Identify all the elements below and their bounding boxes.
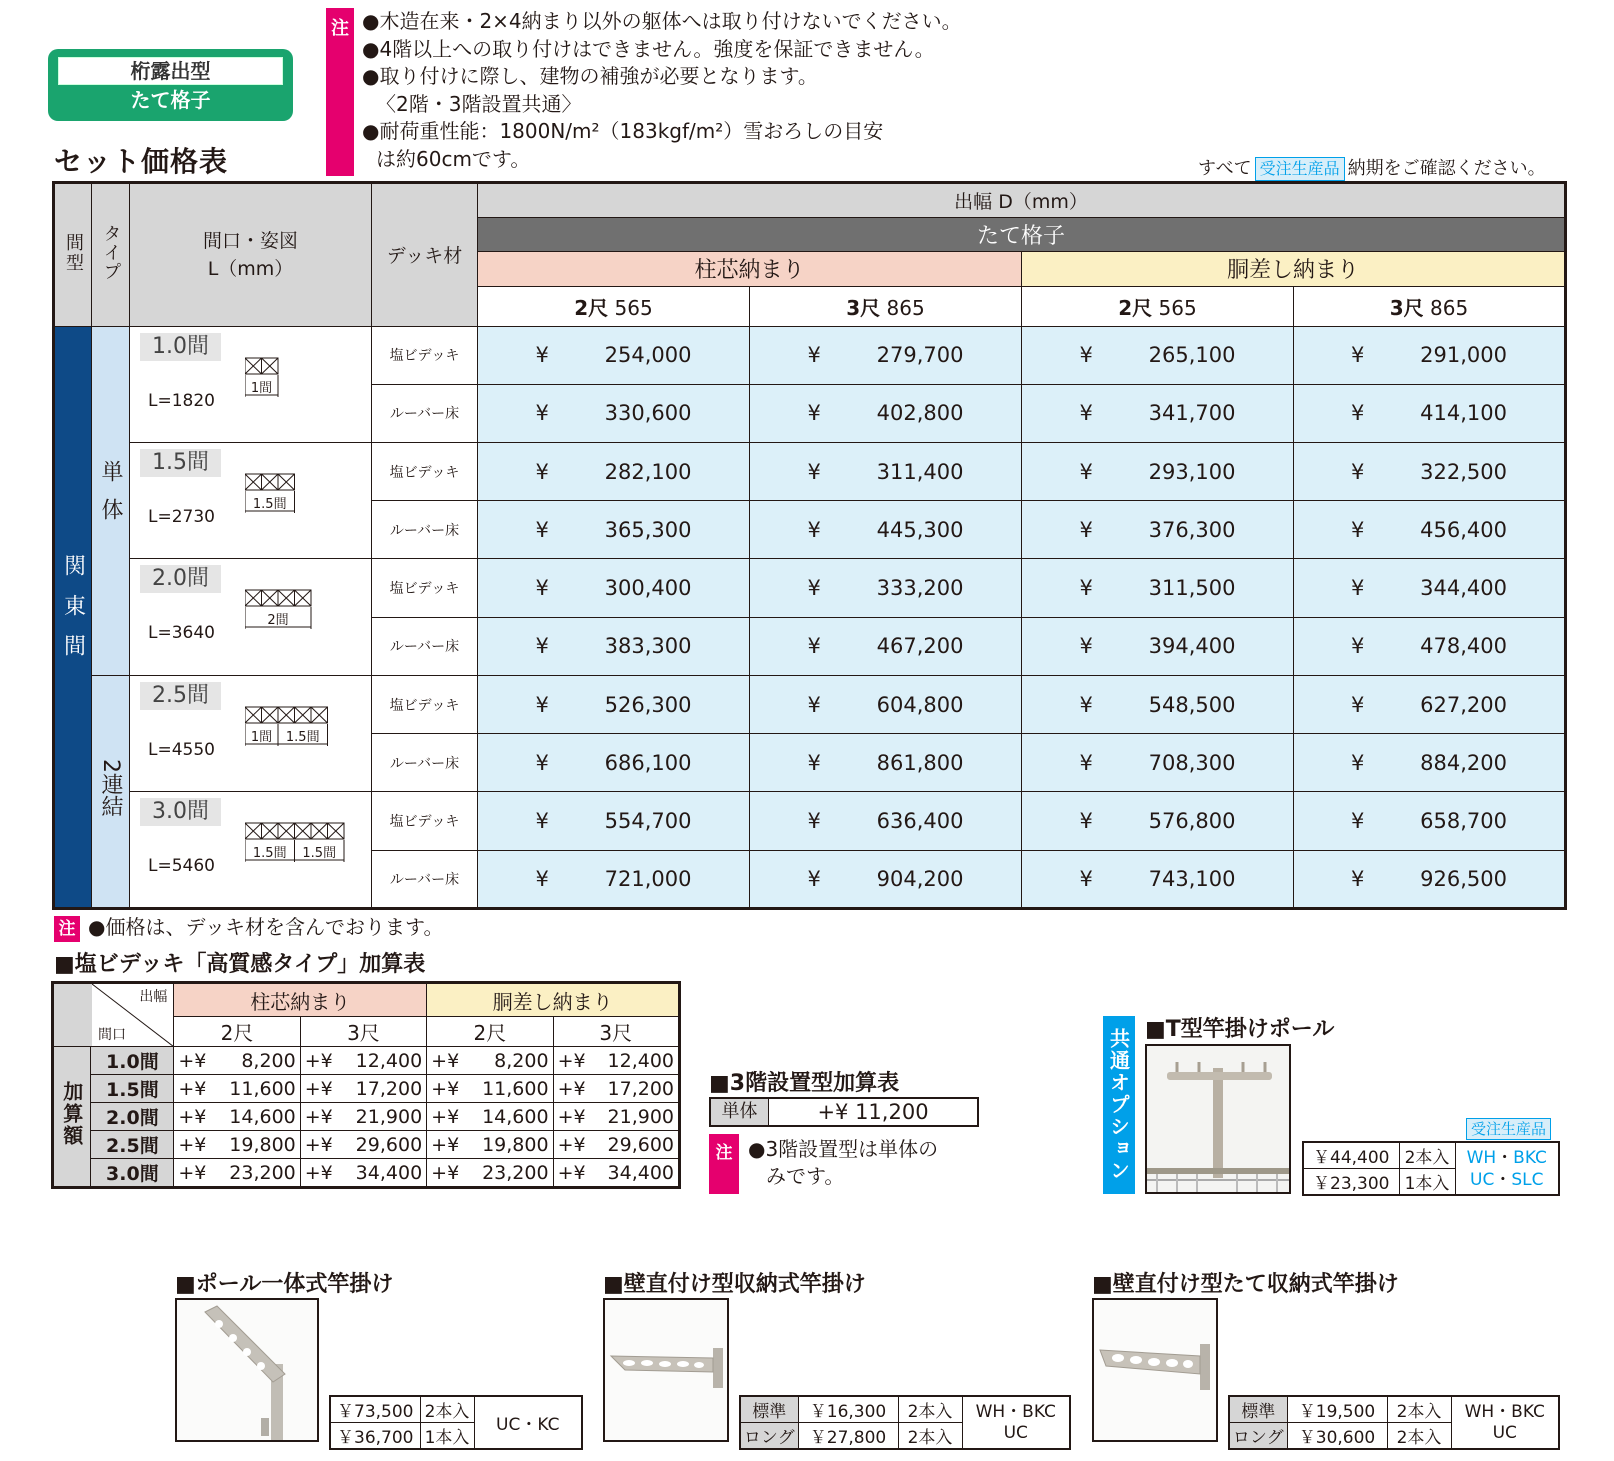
add-size: 3.0間 xyxy=(91,1159,174,1188)
price-cell: ¥ 445,300 xyxy=(750,501,1022,559)
layout-diagram xyxy=(245,706,330,750)
deck-material: ルーバー床 xyxy=(372,501,478,559)
price-cell: ¥ 311,400 xyxy=(750,443,1022,501)
price-cell: ¥ 627,200 xyxy=(1294,675,1566,733)
header-type: 間型 xyxy=(54,183,92,327)
add-value: +¥ 19,800 xyxy=(427,1131,553,1159)
deck-material: ルーバー床 xyxy=(372,850,478,908)
note-line: ●4階以上への取り付けはできません。強度を保証できません。 xyxy=(362,36,935,61)
add-value: +¥ 17,200 xyxy=(553,1075,679,1103)
header-depth: 出幅 D（mm） xyxy=(478,183,1566,218)
layout-diagram xyxy=(245,473,297,517)
price-cell: ¥ 861,800 xyxy=(750,734,1022,792)
add-value: +¥ 21,900 xyxy=(300,1103,426,1131)
notes-block xyxy=(362,8,962,173)
floor3-note-line: ●3階設置型は単体の xyxy=(748,1137,939,1161)
price-cell: ¥ 265,100 xyxy=(1022,326,1294,384)
color-options: UC・KC xyxy=(474,1396,582,1449)
wall-hanger-spec xyxy=(739,1395,1071,1450)
deck-material: 塩ビデッキ xyxy=(372,792,478,850)
spec-label: 標準 xyxy=(740,1396,798,1423)
deck-material: 塩ビデッキ xyxy=(372,443,478,501)
size-cell xyxy=(130,443,372,559)
price-cell: ¥ 394,400 xyxy=(1022,617,1294,675)
add-col: 2尺 xyxy=(427,1017,553,1047)
price-cell: ¥ 467,200 xyxy=(750,617,1022,675)
pole-hanger-spec xyxy=(329,1395,583,1450)
product-title: ■壁直付け型たて収納式竿掛け xyxy=(1092,1272,1399,1297)
t-pole-spec xyxy=(1302,1141,1560,1196)
size-label: 3.0間 xyxy=(140,798,221,826)
floor3-note-line: みです。 xyxy=(766,1164,845,1188)
order-note xyxy=(1198,154,1546,181)
dimension-label: 1間 xyxy=(250,729,273,745)
price-cell: ¥ 554,700 xyxy=(478,792,750,850)
product-title: ■壁直付け型収納式竿掛け xyxy=(603,1272,866,1297)
header-deck: デッキ材 xyxy=(372,183,478,327)
floor3-title: ■3階設置型加算表 xyxy=(709,1071,900,1096)
price-cell: ¥ 254,000 xyxy=(478,326,750,384)
price: ￥19,500 xyxy=(1287,1396,1387,1423)
add-group-beam: 胴差し納まり xyxy=(427,983,680,1017)
note-line: ●木造在来・2×4納まり以外の躯体へは取り付けないでください。 xyxy=(362,9,962,33)
add-value: +¥ 14,600 xyxy=(427,1103,553,1131)
note-line: ●取り付けに際し、建物の補強が必要となります。 xyxy=(362,64,818,88)
price-cell: ¥ 708,300 xyxy=(1022,734,1294,792)
price-cell: ¥ 376,300 xyxy=(1022,501,1294,559)
price-cell: ¥ 279,700 xyxy=(750,326,1022,384)
made-to-order-tag: 受注生産品 xyxy=(1466,1118,1551,1140)
quantity: 2本入 xyxy=(1387,1423,1451,1450)
price-cell: ¥ 456,400 xyxy=(1294,501,1566,559)
size-cell xyxy=(130,675,372,791)
header-size: 間口・姿図 L（mm） xyxy=(130,183,372,327)
add-table-title: ■塩ビデッキ「高質感タイプ」加算表 xyxy=(54,952,426,977)
badge-line2: たて格子 xyxy=(130,88,211,112)
price-cell: ¥ 311,500 xyxy=(1022,559,1294,617)
add-price-table xyxy=(51,981,681,1189)
deck-material: ルーバー床 xyxy=(372,734,478,792)
price-cell: ¥ 341,700 xyxy=(1022,384,1294,442)
add-value: +¥ 19,800 xyxy=(174,1131,300,1159)
deck-material: 塩ビデッキ xyxy=(372,326,478,384)
t-pole-title: ■T型竿掛けポール xyxy=(1145,1017,1335,1042)
price-cell: ¥ 548,500 xyxy=(1022,675,1294,733)
price: ￥73,500 xyxy=(330,1396,420,1423)
floor3-value: +¥ 11,200 xyxy=(817,1100,929,1124)
dimension-label: 1.5間 xyxy=(302,846,337,862)
quantity: 2本入 xyxy=(898,1396,962,1423)
length-label: L=2730 xyxy=(148,507,215,527)
quantity: 2本入 xyxy=(1399,1142,1455,1169)
add-value: +¥ 8,200 xyxy=(427,1047,553,1075)
add-col: 3尺 xyxy=(300,1017,426,1047)
badge-line1: 桁露出型 xyxy=(58,57,283,85)
add-size: 2.5間 xyxy=(91,1131,174,1159)
price-cell: ¥ 686,100 xyxy=(478,734,750,792)
price-cell: ¥ 658,700 xyxy=(1294,792,1566,850)
header-group-column-core: 柱芯納まり xyxy=(478,251,1022,286)
price-cell: ¥ 344,400 xyxy=(1294,559,1566,617)
price: ￥27,800 xyxy=(798,1423,898,1450)
spec-label: ロング xyxy=(740,1423,798,1450)
price: ￥30,600 xyxy=(1287,1423,1387,1450)
spec-label: ロング xyxy=(1229,1423,1287,1450)
quantity: 2本入 xyxy=(1387,1396,1451,1423)
price-cell: ¥ 322,500 xyxy=(1294,443,1566,501)
size-cell xyxy=(130,559,372,675)
header-col-4: 3尺 865 xyxy=(1294,287,1566,327)
price-cell: ¥ 365,300 xyxy=(478,501,750,559)
length-label: L=1820 xyxy=(148,390,215,411)
note-line: ●耐荷重性能：1800N/m²（183kgf/m²）雪おろしの目安 xyxy=(362,119,884,143)
quantity: 2本入 xyxy=(420,1396,474,1423)
product-title: ■ポール一体式竿掛け xyxy=(175,1272,394,1297)
size-cell xyxy=(130,326,372,442)
price-cell: ¥ 904,200 xyxy=(750,850,1022,908)
wall-vertical-hanger-image xyxy=(1092,1298,1218,1442)
note-mark: 注 xyxy=(326,8,354,176)
price: ￥16,300 xyxy=(798,1396,898,1423)
price-cell: ¥ 743,100 xyxy=(1022,850,1294,908)
header-style: たて格子 xyxy=(478,218,1566,251)
add-col: 2尺 xyxy=(174,1017,300,1047)
page-title: セット価格表 xyxy=(54,145,229,178)
add-side-label: 加算額 xyxy=(53,1047,91,1188)
add-col: 3尺 xyxy=(553,1017,679,1047)
type-single: 単体 xyxy=(92,326,130,675)
add-value: +¥ 11,600 xyxy=(427,1075,553,1103)
add-value: +¥ 23,200 xyxy=(174,1159,300,1188)
add-value: +¥ 23,200 xyxy=(427,1159,553,1188)
dimension-label: 1.5間 xyxy=(285,729,320,745)
price-cell: ¥ 282,100 xyxy=(478,443,750,501)
price: ￥44,400 xyxy=(1303,1142,1399,1169)
size-cell xyxy=(130,792,372,909)
color-options: WH・BKC UC xyxy=(1451,1396,1559,1449)
add-group-column-core: 柱芯納まり xyxy=(174,983,427,1017)
quantity: 1本入 xyxy=(420,1423,474,1450)
deck-material: 塩ビデッキ xyxy=(372,559,478,617)
floor3-table xyxy=(709,1097,979,1127)
price-cell: ¥ 604,800 xyxy=(750,675,1022,733)
price-cell: ¥ 721,000 xyxy=(478,850,750,908)
price-cell: ¥ 300,400 xyxy=(478,559,750,617)
add-value: +¥ 29,600 xyxy=(300,1131,426,1159)
add-size: 1.5間 xyxy=(91,1075,174,1103)
size-label: 1.5間 xyxy=(140,449,221,477)
add-header-depth: 出幅 xyxy=(139,989,168,1005)
wall-hanger-image xyxy=(603,1298,729,1442)
add-value: +¥ 34,400 xyxy=(300,1159,426,1188)
dimension-label: 1.5間 xyxy=(252,497,287,512)
price-cell: ¥ 884,200 xyxy=(1294,734,1566,792)
price-cell: ¥ 330,600 xyxy=(478,384,750,442)
price-cell: ¥ 576,800 xyxy=(1022,792,1294,850)
order-note-post: 納期をご確認ください。 xyxy=(1347,158,1546,179)
header-group-beam: 胴差し納まり xyxy=(1022,251,1566,286)
size-label: 2.5間 xyxy=(140,682,221,710)
header-col-3: 2尺 565 xyxy=(1022,287,1294,327)
price-cell: ¥ 636,400 xyxy=(750,792,1022,850)
add-value: +¥ 12,400 xyxy=(553,1047,679,1075)
price-cell: ¥ 414,100 xyxy=(1294,384,1566,442)
add-size: 2.0間 xyxy=(91,1103,174,1131)
type-double: 2連結 xyxy=(92,675,130,908)
quantity: 2本入 xyxy=(898,1423,962,1450)
price-note-text: ●価格は、デッキ材を含んでおります。 xyxy=(88,915,444,939)
quantity: 1本入 xyxy=(1399,1169,1455,1196)
size-label: 2.0間 xyxy=(140,565,221,593)
add-value: +¥ 17,200 xyxy=(300,1075,426,1103)
price-cell: ¥ 383,300 xyxy=(478,617,750,675)
note-mark: 注 xyxy=(54,916,80,942)
color-options: WH・BKC UC xyxy=(962,1396,1070,1449)
option-bar: 共通オプション xyxy=(1103,1016,1135,1194)
spec-label: 標準 xyxy=(1229,1396,1287,1423)
header-col-2: 3尺 865 xyxy=(750,287,1022,327)
price-cell: ¥ 526,300 xyxy=(478,675,750,733)
price-cell: ¥ 926,500 xyxy=(1294,850,1566,908)
price: ￥23,300 xyxy=(1303,1169,1399,1196)
made-to-order-tag: 受注生産品 xyxy=(1255,157,1345,181)
product-type-badge xyxy=(48,49,293,121)
add-header-corner xyxy=(53,983,174,1047)
deck-material: ルーバー床 xyxy=(372,384,478,442)
pole-hanger-image xyxy=(175,1298,319,1442)
order-note-pre: すべて xyxy=(1198,158,1252,179)
add-value: +¥ 34,400 xyxy=(553,1159,679,1188)
price-cell: ¥ 293,100 xyxy=(1022,443,1294,501)
size-label: 1.0間 xyxy=(140,333,221,361)
deck-material: ルーバー床 xyxy=(372,617,478,675)
length-label: L=5460 xyxy=(148,856,215,877)
dimension-label: 2間 xyxy=(267,613,289,629)
add-value: +¥ 11,600 xyxy=(174,1075,300,1103)
add-value: +¥ 14,600 xyxy=(174,1103,300,1131)
floor3-label: 単体 xyxy=(711,1099,769,1125)
deck-material: 塩ビデッキ xyxy=(372,675,478,733)
color-options: WH・BKC UC・SLC xyxy=(1455,1142,1559,1195)
price-cell: ¥ 291,000 xyxy=(1294,326,1566,384)
t-pole-image xyxy=(1145,1044,1291,1194)
dimension-label: 1間 xyxy=(250,380,273,396)
note-line: は約60cmです。 xyxy=(376,146,531,171)
price-cell: ¥ 333,200 xyxy=(750,559,1022,617)
header-col-1: 2尺 565 xyxy=(478,287,750,327)
price-cell: ¥ 478,400 xyxy=(1294,617,1566,675)
layout-diagram xyxy=(245,589,313,633)
region-cell: 関東間 xyxy=(54,326,92,908)
price-cell: ¥ 402,800 xyxy=(750,384,1022,442)
length-label: L=4550 xyxy=(148,739,215,760)
add-value: +¥ 21,900 xyxy=(553,1103,679,1131)
length-label: L=3640 xyxy=(148,623,215,644)
layout-diagram xyxy=(245,357,280,401)
note-mark: 注 xyxy=(709,1134,739,1194)
dimension-label: 1.5間 xyxy=(252,846,287,862)
add-value: +¥ 8,200 xyxy=(174,1047,300,1075)
floor3-note xyxy=(748,1136,938,1190)
add-size: 1.0間 xyxy=(91,1047,174,1075)
wall-vertical-hanger-spec xyxy=(1228,1395,1560,1450)
note-line: 〈2階・3階設置共通〉 xyxy=(376,91,582,116)
add-value: +¥ 12,400 xyxy=(300,1047,426,1075)
price: ￥36,700 xyxy=(330,1423,420,1450)
price-note xyxy=(54,911,443,942)
add-value: +¥ 29,600 xyxy=(553,1131,679,1159)
add-header-width: 間口 xyxy=(98,1027,126,1043)
set-price-table xyxy=(52,181,1567,910)
header-kind: タイプ xyxy=(92,183,130,327)
layout-diagram xyxy=(245,822,346,866)
